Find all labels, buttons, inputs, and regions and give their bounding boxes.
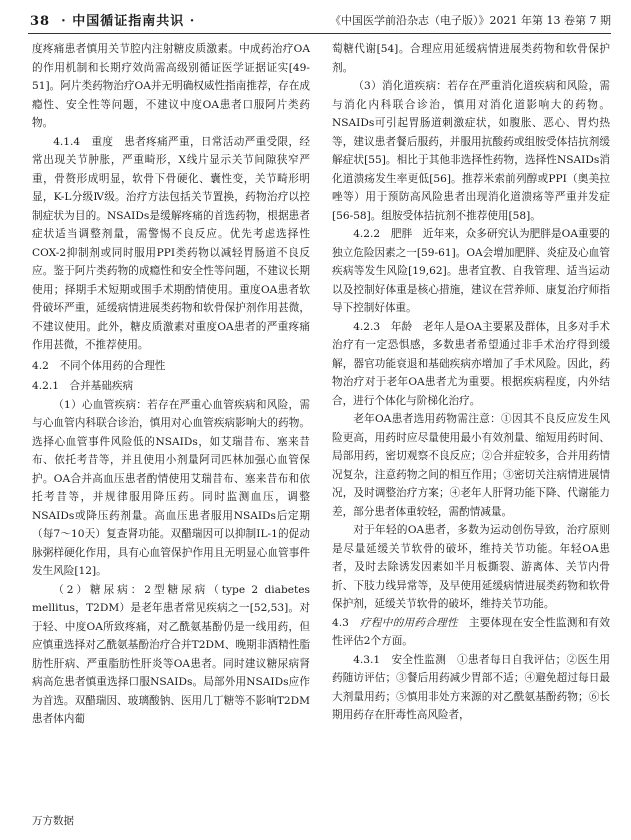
paragraph: 老年OA患者选用药物需注意：①因其不良反应发生风险更高，用药时应尽量使用最小有效剂量、缩短用药时间、局部用药，密切观察不良反应；②合并症较多，合并用药情况复杂，注意药物之间的相互作用；③密切关注病情进展情况，及时调整治疗方案；④老年人肝肾功能下降、代谢能力差，部分患者体重较轻，需酌情减量。: [332, 413, 610, 518]
paragraph: 萄糖代谢[54]。合理应用延缓病情进展类药物和软骨保护剂。: [332, 43, 610, 74]
section-intro: 主要体现在安全性监测和有效性评估2个方面。: [332, 616, 610, 647]
page-number-and-section: [30, 10, 195, 29]
paragraph: 度疼痛患者慎用关节腔内注射糖皮质激素。中成药治疗OA的作用机制和长期疗效尚需高级别循证医学证据证实[49-51]。阿片类药物治疗OA并无明确权威性指南推荐，存在成瘾性、安全性等问题，不建议中度OA患者口服阿片类药物。: [32, 43, 310, 129]
paragraph: （1）心血管疾病：若存在严重心血管疾病和风险，需与心血管内科联合诊治，慎用对心血管疾病影响大的药物。选择心血管事件风险低的NSAIDs，如艾瑞昔布、塞来昔布、依托考昔等，并且使用小剂量阿司匹林加强心血管保护。OA合并高血压患者酌情使用艾瑞昔布、塞来昔布和依托考昔等，并规律服用降压药。同时监测血压，调整NSAIDs或降压药剂量。高血压患者服用NSAIDs后定期（每7～10天）复查肾功能。双醋瑞因可以抑制IL-1的促动脉粥样硬化作用，具有心血管保护作用且无明显心血管事件发生风险[12]。: [32, 398, 310, 577]
subsection-heading: 4.2.1 合并基础疾病: [32, 380, 134, 392]
section-number: 4.3: [332, 616, 361, 629]
paragraph: 4.1.4 重度 患者疼痛严重，日常活动严重受限，经常出现关节肿胀，严重畸形，X线片显示关节间隙狭窄严重，骨赘形成明显，软骨下骨硬化、囊性变，关节畸形明显，K-L分级Ⅳ级。治疗方法包括关节置换，药物治疗以控制症状为目的。NSAIDs是缓解疼痛的首选药物，根据患者症状适当调整剂量，需警惕不良反应。优先考虑选择性COX-2抑制剂或同时服用PPI类药物以减轻胃肠道不良反应。鉴于阿片类药物的成瘾性和安全性等问题，不建议长期使用；择期手术短期或围手术期酌情使用。重度OA患者软骨破坏严重，延缓病情进展类药物和软骨保护剂作用甚微，不建议使用。此外，糖皮质激素对重度OA患者的严重疼痛作用甚微，不推荐使用。: [32, 135, 310, 351]
right-column: [332, 40, 610, 725]
section-heading: 4.2 不同个体用药的合理性: [32, 359, 166, 372]
page-number: 38: [30, 14, 51, 29]
section-title: 疗程中的用药合理性: [360, 616, 458, 629]
footer-source: 万方数据: [32, 815, 74, 827]
paragraph: 4.3.1 安全性监测 ①患者每日自我评估；②医生用药随访评估；③餐后用药减少胃部不适；④避免超过每日最大剂量用药；⑤慎用非处方来源的对乙酰氨基酚药物；⑥长期用药存在肝毒性高风险者，: [332, 653, 610, 721]
left-column: [32, 40, 310, 729]
paragraph: 对于年轻的OA患者，多数为运动创伤导致，治疗原则是尽量延缓关节软骨的破坏，维持关节功能。年轻OA患者，及时去除诱发因素如半月板撕裂、游离体、关节内骨折、下肢力线异常等，及早使用延缓病情进展类药物和软骨保护剂，延缓关节软骨的破坏，维持关节功能。: [332, 524, 610, 610]
paragraph: 4.2.3 年龄 老年人是OA主要累及群体，且多对手术治疗有一定恐惧感，多数患者希望通过非手术治疗得到缓解，器官功能衰退和基础疾病亦增加了手术风险。因此，药物治疗对于老年OA患者尤为重要。根据疾病程度，内外结合，进行个体化与阶梯化治疗。: [332, 320, 610, 407]
section-heading-paragraph: [332, 614, 610, 651]
paragraph: （2）糖尿病：2型糖尿病（type 2 diabetes mellitus，T2DM）是老年患者常见疾病之一[52,53]。对于轻、中度OA所致疼痛，对乙酰氨基酚仍是一线用药，但应慎重选择对乙酰氨基酚治疗合并T2DM、晚期非酒精性脂肪性肝病、严重脂肪性肝炎等OA患者。同时建议糖尿病肾病高危患者慎重选择口服NSAIDs。局部外用NSAIDs应作为首选。双醋瑞因、玻璃酸钠、医用几丁糖等不影响T2DM患者体内葡: [32, 583, 310, 725]
header-rule: [28, 33, 611, 34]
journal-citation: 《中国医学前沿杂志（电子版）》2021 年第 13 卷第 7 期: [330, 14, 611, 27]
paragraph: （3）消化道疾病：若存在严重消化道疾病和风险，需与消化内科联合诊治，慎用对消化道影响大的药物。NSAIDs可引起胃肠道刺激症状，如腹胀、恶心、胃灼热等，建议患者餐后服药，并服用抗酸药或组胺受体拮抗剂缓解症状[55]。相比于其他非选择性药物，选择性NSAIDs消化道溃疡发生率更低[56]。推荐米索前列醇或PPI（奥美拉唑等）用于预防高风险患者出现消化道溃疡等严重并发症[56-58]。组胺受体拮抗剂不推荐使用[58]。: [332, 80, 610, 222]
paragraph: 4.2.2 肥胖 近年来，众多研究认为肥胖是OA重要的独立危险因素之一[59-61]。OA会增加肥胖、炎症及心血管疾病等发生风险[19,62]。患者宜教、自我管理、适当运动以及控制好体重是核心措施，建议在营养师、康复治疗师指导下控制好体重。: [332, 228, 610, 314]
section-title: · 中国循证指南共识 ·: [61, 14, 196, 29]
page-header: [0, 0, 631, 30]
